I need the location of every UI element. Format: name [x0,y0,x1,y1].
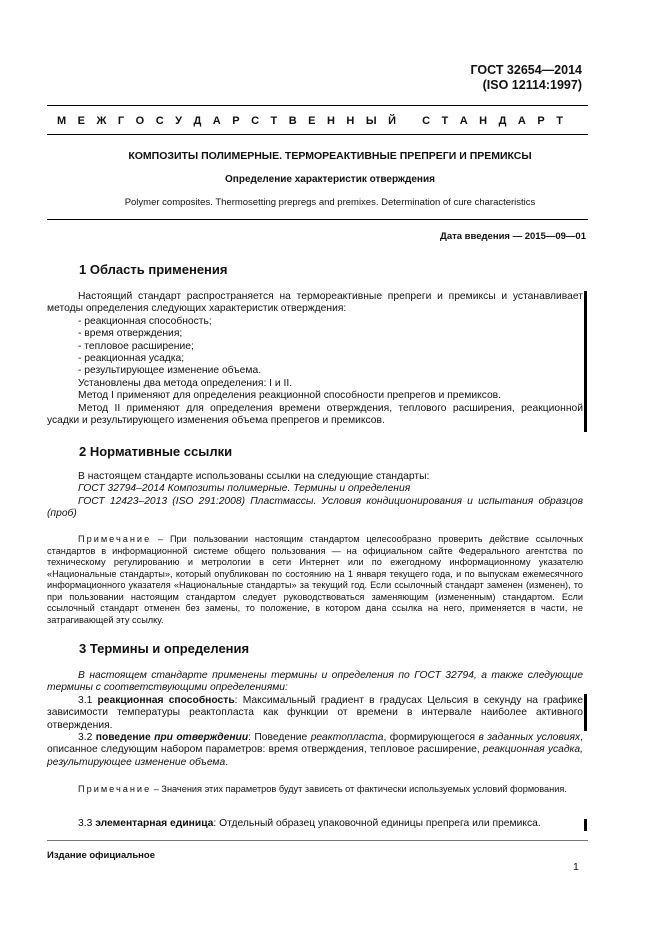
banner-letter: Р [537,115,545,127]
banner-letter: Ж [96,115,107,127]
title-rule [47,219,588,220]
standard-subtitle: Определение характеристик отверждения [225,174,435,185]
banner-letter: Е [308,115,316,127]
section-1-body [47,291,583,427]
section-2-para: В настоящем стандарте использованы ссылки на следующие стандарты: [78,471,430,482]
banner-letter: Й [388,115,397,127]
term-3-1: 3.1 реакционная способность: Максимальный градиент в градусах Цельсия в секунду на графике зависимости температуры реактопласта как функции от времени в интервале наиболее активного отверждения. [47,694,583,731]
banner-letter: Т [270,115,278,127]
banner-letter: Д [498,115,507,127]
section-1-para: Метод II применяют для определения времени отверждения, теплового расширения, реакционной усадки и результирующего изменения объема препрегов и премиксов. [47,402,583,427]
introduction-date: Дата введения — 2015—09—01 [440,231,586,242]
change-bar [584,819,587,831]
banner-letter: Е [77,115,85,127]
interstate-standard-banner [57,115,563,127]
change-bar [584,694,587,731]
section-1-heading: 1 Область применения [79,262,228,277]
banner-letter: Д [193,115,202,127]
banner-letter: А [212,115,221,127]
list-item: - время отверждения; [78,328,183,340]
banner-letter: Т [441,115,449,127]
banner-letter: В [288,115,297,127]
term-3-2: 3.2 поведение при отверждении: Поведение реактопласта, формирующегося в заданных условиях, описанное следующим набором параметров: время отверждения, тепловое расширение, реакционная усадка, результирующее изменение объема. [47,732,584,768]
banner-rule [47,134,588,135]
english-title: Polymer composites. Thermosetting prepregs and premixes. Determination of cure characteristics [124,197,536,208]
banner-letter: Ы [365,115,377,127]
reference-2: ГОСТ 12423–2013 (ISO 291:2008) Пластмассы. Условия кондиционирования и испытания образцов (проб) [47,495,583,520]
banner-letter: Н [346,115,355,127]
change-bar [584,291,587,432]
section-1-para: Настоящий стандарт распространяется на термореактивные препреги и премиксы и устанавливает методы определения следующих характеристик отверждения: [47,291,583,315]
banner-letter: Н [479,115,488,127]
banner-letter: Р [232,115,240,127]
section-3-body [47,670,583,769]
section-2-note [47,534,583,626]
banner-letter: С [251,115,260,127]
official-edition: Издание официальное [47,850,155,861]
banner-letter: С [422,115,431,127]
note-text: – При пользовании настоящим стандартом целесообразно проверить действие ссылочных стандартов в информационной системе общего пользования — на официальном сайте Федерального агентства по техническому регулированию и метрологии в сети Интернет или по ежегодному информационному указателю «Национальные стандарты», который опубликован по состоянию на 1 января текущего года, и по выпускам ежемесячного информационного указателя «Национальные стандарты» за текущий год. Если ссылочный стандарт заменен (изменен), то при пользовании настоящим стандартом следует руководствоваться заменяющим (измененным) стандартом. Если ссылочный стандарт отменен без замены, то положение, в котором дана ссылка на него, применяется в части, не затрагивающей эту ссылку. [47,534,583,625]
banner-letter: Т [556,115,563,127]
section-3-intro: В настоящем стандарте применены термины и определения по ГОСТ 32794, а также следующие термины с соответствующими определениями: [47,670,583,694]
banner-letter: А [459,115,468,127]
header-rule [47,105,588,106]
banner-letter: О [135,115,145,127]
standard-title: КОМПОЗИТЫ ПОЛИМЕРНЫЕ. ТЕРМОРЕАКТИВНЫЕ ПРЕПРЕГИ И ПРЕМИКСЫ [128,150,532,162]
banner-letter: У [175,115,182,127]
banner-letter [408,115,411,127]
section-1-para: Установлены два метода определения: I и II. [78,377,293,389]
section-2-heading: 2 Нормативные ссылки [79,444,233,459]
banner-letter: С [155,115,164,127]
note-label: Примечание [78,784,152,794]
section-2-body [47,471,583,521]
list-item: - реакционная усадка; [78,353,185,365]
page-number: 1 [573,861,579,873]
note-text: – Значения этих параметров будут зависеть от фактически используемых условий формования. [151,784,567,794]
section-1-para: Метод I применяют для определения реакционной способности препрегов и премиксов. [78,390,502,402]
banner-letter: А [517,115,526,127]
section-3-heading: 3 Термины и определения [79,641,250,656]
list-item: - тепловое расширение; [78,340,194,352]
reference-1: ГОСТ 32794–2014 Композиты полимерные. Термины и определения [78,483,411,495]
term-3-3: 3.3 элементарная единица: Отдельный образец упаковочной единицы препрега или премикса. [78,818,541,829]
section-3-note [47,784,583,796]
banner-letter: Г [117,115,125,127]
list-item: - результирующее изменение объема. [78,365,262,377]
iso-number: (ISO 12114:1997) [482,78,582,92]
footer-rule [47,840,588,841]
banner-letter: М [57,115,67,127]
document-header [470,63,582,93]
note-label: Примечание [78,534,152,544]
gost-number: ГОСТ 32654—2014 [470,63,582,77]
banner-letter: Н [326,115,335,127]
list-item: - реакционная способность; [78,315,212,327]
